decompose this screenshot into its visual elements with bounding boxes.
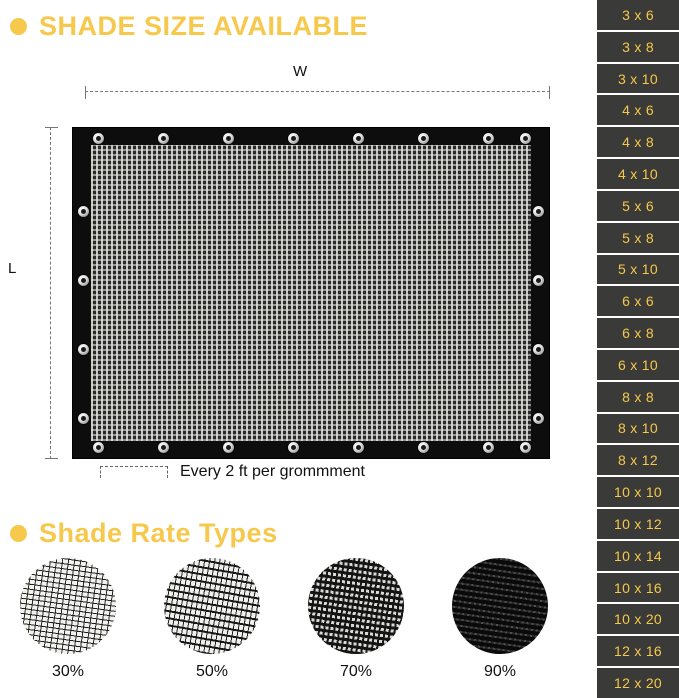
grommet-icon bbox=[93, 133, 104, 144]
size-chip: 10 x 16 bbox=[597, 573, 679, 603]
shade-rate-heading-label: Shade Rate Types bbox=[39, 518, 278, 548]
shade-rate-label: 50% bbox=[195, 663, 229, 680]
shade-rate-label: 90% bbox=[483, 663, 517, 680]
shade-size-heading-label: SHADE SIZE AVAILABLE bbox=[39, 11, 369, 41]
grommet-icon bbox=[418, 442, 429, 453]
size-chip: 3 x 6 bbox=[597, 0, 679, 30]
size-chip: 10 x 10 bbox=[597, 477, 679, 507]
grommet-icon bbox=[78, 413, 89, 424]
size-chip: 10 x 14 bbox=[597, 541, 679, 571]
size-chip: 5 x 10 bbox=[597, 255, 679, 285]
shade-rate-label: 70% bbox=[339, 663, 373, 680]
grommet-icon bbox=[223, 133, 234, 144]
shade-rate-heading bbox=[10, 518, 278, 549]
grommet-icon bbox=[158, 442, 169, 453]
size-chip: 4 x 10 bbox=[597, 159, 679, 189]
bullet-dot-icon bbox=[10, 18, 27, 35]
grommet-icon bbox=[520, 133, 531, 144]
mesh-fabric-texture bbox=[91, 145, 531, 441]
size-chip: 8 x 8 bbox=[597, 382, 679, 412]
shade-rate-item bbox=[20, 558, 116, 688]
grommet-icon bbox=[158, 133, 169, 144]
shade-rate-item bbox=[164, 558, 260, 688]
shade-rate-item bbox=[452, 558, 548, 688]
mesh-30-swatch bbox=[20, 558, 116, 654]
grommet-icon bbox=[483, 133, 494, 144]
grommet-icon bbox=[78, 206, 89, 217]
shade-rate-list bbox=[20, 558, 560, 688]
mesh-50-swatch bbox=[164, 558, 260, 654]
length-dimension-line bbox=[50, 127, 51, 459]
size-chip: 8 x 10 bbox=[597, 414, 679, 444]
size-chip: 6 x 6 bbox=[597, 286, 679, 316]
grommet-icon bbox=[533, 413, 544, 424]
size-chip: 3 x 8 bbox=[597, 32, 679, 62]
size-chip: 5 x 8 bbox=[597, 223, 679, 253]
shade-rate-item bbox=[308, 558, 404, 688]
grommet-icon bbox=[353, 442, 364, 453]
size-chip: 12 x 20 bbox=[597, 668, 679, 698]
grommet-icon bbox=[533, 275, 544, 286]
size-chip: 4 x 8 bbox=[597, 127, 679, 157]
grommet-icon bbox=[288, 133, 299, 144]
size-chip: 10 x 12 bbox=[597, 509, 679, 539]
shade-rate-label: 30% bbox=[51, 663, 85, 680]
grommet-icon bbox=[223, 442, 234, 453]
size-chip: 4 x 6 bbox=[597, 95, 679, 125]
grommet-icon bbox=[353, 133, 364, 144]
grommet-spacing-note bbox=[100, 463, 365, 481]
shade-size-diagram bbox=[0, 55, 597, 500]
available-size-list bbox=[597, 0, 679, 698]
size-chip: 12 x 16 bbox=[597, 636, 679, 666]
shade-cloth-illustration bbox=[72, 127, 550, 459]
size-chip: 5 x 6 bbox=[597, 191, 679, 221]
mesh-70-swatch bbox=[308, 558, 404, 654]
size-chip: 3 x 10 bbox=[597, 64, 679, 94]
grommet-icon bbox=[288, 442, 299, 453]
size-chip: 6 x 8 bbox=[597, 318, 679, 348]
length-dimension-label: L bbox=[8, 260, 17, 277]
grommet-spacing-label: Every 2 ft per grommment bbox=[180, 463, 365, 480]
grommet-icon bbox=[78, 275, 89, 286]
grommet-icon bbox=[520, 442, 531, 453]
size-chip: 6 x 10 bbox=[597, 350, 679, 380]
grommet-icon bbox=[533, 206, 544, 217]
grommet-icon bbox=[418, 133, 429, 144]
grommet-icon bbox=[78, 344, 89, 355]
grommet-icon bbox=[483, 442, 494, 453]
size-chip: 8 x 12 bbox=[597, 445, 679, 475]
size-chip: 10 x 20 bbox=[597, 604, 679, 634]
grommet-icon bbox=[533, 344, 544, 355]
width-dimension-line bbox=[85, 91, 550, 92]
bullet-dot-icon bbox=[10, 525, 27, 542]
width-dimension-label: W bbox=[293, 63, 308, 80]
shade-size-heading bbox=[10, 11, 368, 42]
grommet-spacing-bracket bbox=[100, 466, 168, 478]
mesh-90-swatch bbox=[452, 558, 548, 654]
grommet-icon bbox=[93, 442, 104, 453]
